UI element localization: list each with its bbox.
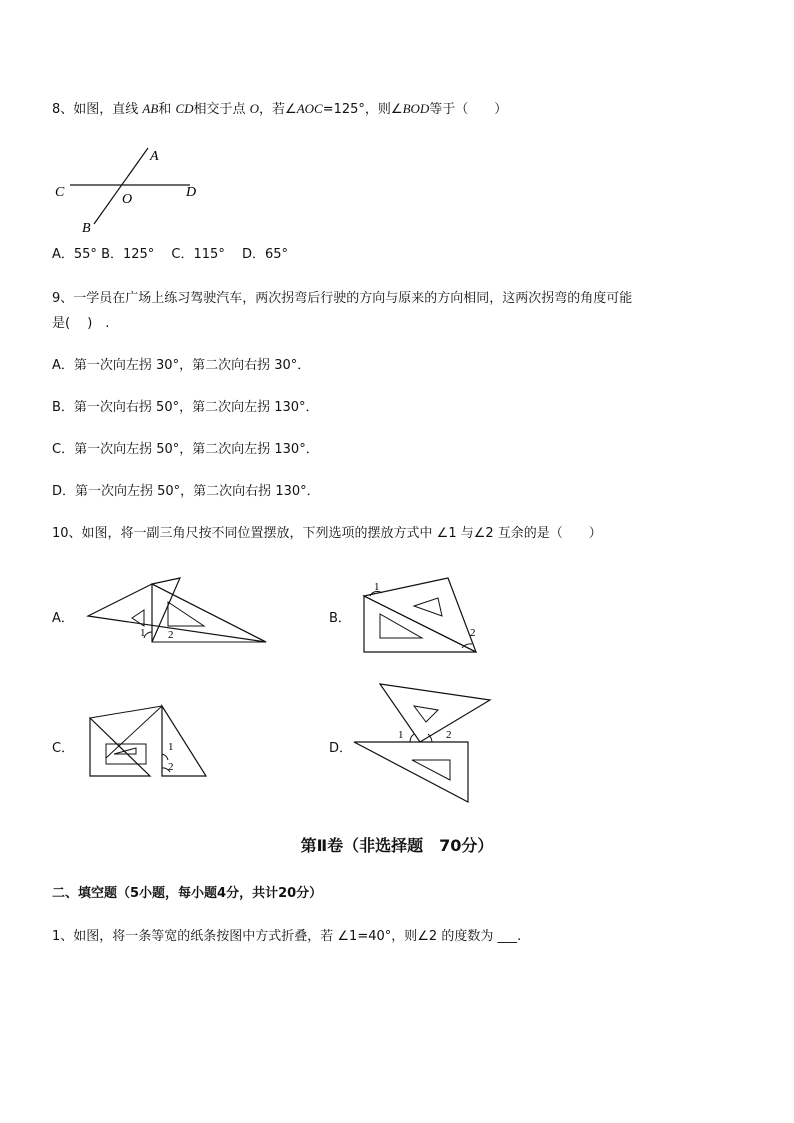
question-10-stem: 10、如图，将一副三角尺按不同位置摆放，下列选项的摆放方式中 ∠1 与∠2 互余的是（ ）: [52, 526, 602, 541]
q10a-angle-1: 1: [140, 627, 146, 639]
fill-question-1: 1、如图，将一条等宽的纸条按图中方式折叠，若 ∠1=40°，则∠2 的度数为 ___.: [52, 929, 522, 944]
q10-option-d-label: D．: [329, 741, 353, 756]
q10b-angle-1: 1: [374, 581, 380, 593]
q10-option-a-label: A．: [52, 611, 74, 626]
q10a-angle-2: 2: [168, 629, 174, 641]
line-cd-label: CD: [175, 101, 194, 116]
line-ab-label: AB: [142, 101, 159, 116]
q10c-angle-2: 2: [168, 761, 174, 773]
point-o-label: O: [249, 101, 260, 116]
q10-figure-c: [88, 704, 212, 780]
q10d-angle-1: 1: [398, 729, 404, 741]
question-9-option-c: C．第一次向左拐 50°，第二次向左拐 130°．: [52, 442, 319, 457]
q10-figure-d: [352, 682, 494, 804]
line-ab: [94, 148, 148, 224]
question-9-stem-line2: 是( ) .: [52, 316, 110, 331]
question-8-options: A．55° B．125° C．115° D．65°: [52, 247, 289, 262]
q10c-angle-1: 1: [168, 741, 174, 753]
q10-figure-b: [360, 576, 484, 656]
q10b-angle-2: 2: [470, 627, 476, 639]
label-o: O: [122, 192, 133, 207]
q10-figure-a: [84, 574, 274, 650]
q8-figure: [50, 140, 210, 240]
label-d: D: [186, 185, 197, 200]
q10d-angle-2: 2: [446, 729, 452, 741]
question-9-stem-line1: 9、一学员在广场上练习驾驶汽车，两次拐弯后行驶的方向与原来的方向相同，这两次拐弯的角度可能: [52, 291, 633, 306]
q10-option-c-label: C．: [52, 741, 75, 756]
label-a: A: [150, 149, 159, 164]
question-9-option-a: A．第一次向左拐 30°，第二次向右拐 30°．: [52, 358, 311, 373]
label-c: C: [55, 185, 65, 200]
question-9-option-d: D．第一次向左拐 50°，第二次向右拐 130°．: [52, 484, 320, 499]
question-9-option-b: B．第一次向右拐 50°，第二次向左拐 130°．: [52, 400, 319, 415]
part-2-title: 第Ⅱ卷（非选择题 70分）: [300, 836, 494, 855]
section-2-heading: 二、填空题（5小题，每小题4分，共计20分）: [52, 886, 323, 901]
question-8-stem: 8、如图，直线 AB和 CD相交于点 O，若∠AOC=125°，则∠BOD等于（ ）: [52, 101, 508, 117]
angle-aoc-label: AOC: [296, 101, 323, 116]
label-b: B: [82, 221, 91, 236]
q10-option-b-label: B．: [329, 611, 351, 626]
angle-bod-label: BOD: [402, 101, 430, 116]
